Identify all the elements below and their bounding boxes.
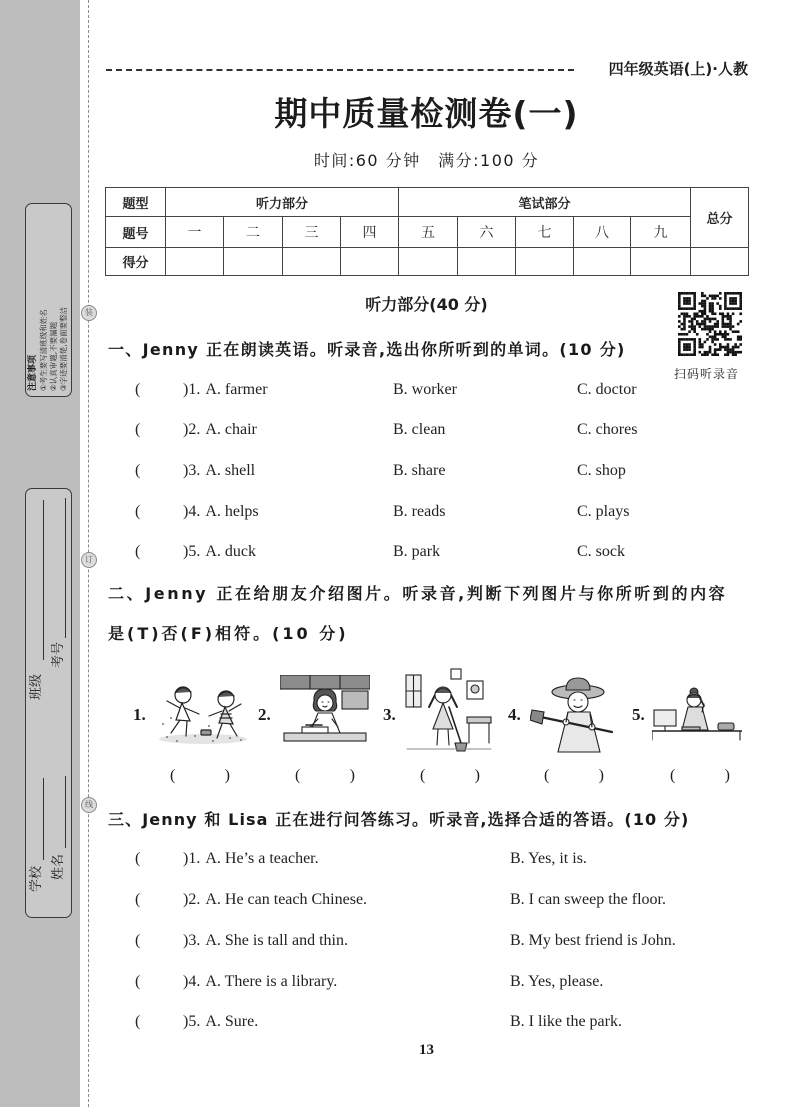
part3-q5-option-a <box>183 1012 258 1032</box>
score-cell <box>224 248 283 276</box>
notes-item-1: ①考生要写清班级和姓名 <box>39 309 48 391</box>
part1-q2-option-c: C. chores <box>577 421 638 438</box>
picture-5-woman-at-desk-phone <box>652 686 742 742</box>
exam-no-line <box>65 498 66 638</box>
picture-2-kitchen-cooking <box>280 675 370 747</box>
answer-bracket: ( <box>135 421 141 438</box>
option-a: A. There is a library. <box>205 973 338 990</box>
part3-instruction: 三、Jenny 和 Lisa 正在进行问答练习。听录音,选择合适的答语。(10 分) <box>108 810 690 829</box>
question-number: )2. <box>183 891 201 908</box>
picture-number-3: 3. <box>383 705 396 724</box>
part1-q5-option-a <box>183 542 256 562</box>
answer-bracket: ( <box>135 1013 141 1030</box>
picture-number-2: 2. <box>258 705 271 724</box>
part1-q3-option-c: C. shop <box>577 462 626 479</box>
part1-q4-option-b: B. reads <box>393 503 446 520</box>
score-cell <box>166 248 224 276</box>
picture-3-girl-sweeping <box>405 667 492 753</box>
picture-answer-blank-3: ( ) <box>420 767 480 784</box>
answer-bracket: ( <box>135 503 141 520</box>
picture-1-kids-playing <box>155 678 250 748</box>
part3-q4-option-b: B. Yes, please. <box>510 973 604 990</box>
question-number: )4. <box>183 503 201 520</box>
answer-bracket: ( <box>135 381 141 398</box>
exam-no-label: 考号 <box>51 641 66 668</box>
section-number: 五 <box>399 217 458 248</box>
picture-answer-blank-5: ( ) <box>670 767 730 784</box>
row-label-type: 题型 <box>106 188 166 217</box>
qr-caption: 扫码听录音 <box>674 367 740 381</box>
part3-q2-option-a <box>183 890 367 910</box>
picture-answer-blank-2: ( ) <box>295 767 355 784</box>
part3-q5-option-b: B. I like the park. <box>510 1013 622 1030</box>
picture-number-1: 1. <box>133 705 146 724</box>
section-number: 三 <box>283 217 341 248</box>
part3-q3-option-a <box>183 931 348 951</box>
page-number: 13 <box>419 1042 434 1058</box>
section-number: 四 <box>341 217 399 248</box>
part1-q4-option-a <box>183 502 259 522</box>
picture-answer-blank-4: ( ) <box>544 767 604 784</box>
option-a: A. She is tall and thin. <box>205 932 348 949</box>
answer-bracket: ( <box>135 850 141 867</box>
listening-heading: 听力部分(40 分) <box>365 295 488 314</box>
part2-instruction-line1: 二、Jenny 正在给朋友介绍图片。听录音,判断下列图片与你所听到的内容 <box>108 584 728 603</box>
part3-q2-option-b: B. I can sweep the floor. <box>510 891 666 908</box>
option-a: A. Sure. <box>205 1013 259 1030</box>
section-number: 七 <box>516 217 574 248</box>
exam-info: 时间:60 分钟 满分:100 分 <box>313 151 540 170</box>
page-title: 期中质量检测卷(一) <box>274 94 579 133</box>
option-a: A. helps <box>205 503 259 520</box>
part1-q1-option-c: C. doctor <box>577 381 637 398</box>
qr-code <box>678 292 742 356</box>
score-cell-total <box>691 248 749 276</box>
class-line <box>43 500 44 660</box>
score-cell <box>458 248 516 276</box>
row-label-number: 题号 <box>106 217 166 248</box>
part2-instruction-line2: 是(T)否(F)相符。(10 分) <box>108 624 349 643</box>
score-table <box>105 187 749 276</box>
school-label: 学校 <box>29 865 44 892</box>
picture-4-woman-with-shovel <box>530 676 618 754</box>
question-number: )5. <box>183 543 201 560</box>
option-a: A. duck <box>205 543 256 560</box>
part1-q5-option-b: B. park <box>393 543 441 560</box>
score-cell <box>516 248 574 276</box>
question-number: )2. <box>183 421 201 438</box>
group-listening: 听力部分 <box>166 188 399 217</box>
score-cell <box>574 248 631 276</box>
question-number: )3. <box>183 932 201 949</box>
part1-q1-option-a <box>183 380 268 400</box>
header-dashed-rule <box>106 69 574 71</box>
part1-q2-option-b: B. clean <box>393 421 446 438</box>
notes-title: 注意事项 <box>28 354 38 391</box>
binding-mark-2: 订 <box>81 552 97 568</box>
score-cell <box>283 248 341 276</box>
class-label: 班级 <box>29 673 44 700</box>
section-number: 八 <box>574 217 631 248</box>
part1-q3-option-a <box>183 461 255 481</box>
score-cell <box>399 248 458 276</box>
header-series: 四年级英语(上)·人教 <box>608 60 748 78</box>
question-number: )3. <box>183 462 201 479</box>
part3-q1-option-b: B. Yes, it is. <box>510 850 587 867</box>
option-a: A. shell <box>205 462 256 479</box>
question-number: )1. <box>183 850 201 867</box>
part1-q2-option-a <box>183 420 257 440</box>
part1-instruction: 一、Jenny 正在朗读英语。听录音,选出你所听到的单词。(10 分) <box>108 340 626 359</box>
total-label: 总分 <box>691 188 749 248</box>
answer-bracket: ( <box>135 543 141 560</box>
option-a: A. farmer <box>205 381 268 398</box>
answer-bracket: ( <box>135 932 141 949</box>
score-cell <box>341 248 399 276</box>
school-line <box>43 778 44 860</box>
part3-q4-option-a <box>183 972 337 992</box>
part1-q1-option-b: B. worker <box>393 381 457 398</box>
notes-item-3: ③字迹要清楚,卷面要整洁 <box>59 306 68 391</box>
picture-number-5: 5. <box>632 705 645 724</box>
question-number: )4. <box>183 973 201 990</box>
binding-mark-3: 线 <box>81 797 97 813</box>
name-label: 姓名 <box>51 853 66 880</box>
option-a: A. chair <box>205 421 257 438</box>
part3-q1-option-a <box>183 849 319 869</box>
picture-number-4: 4. <box>508 705 521 724</box>
section-number: 一 <box>166 217 224 248</box>
row-label-score: 得分 <box>106 248 166 276</box>
student-info-content <box>26 488 71 916</box>
section-number: 六 <box>458 217 516 248</box>
binding-mark-1: 装 <box>81 305 97 321</box>
score-cell <box>631 248 691 276</box>
section-number: 二 <box>224 217 283 248</box>
question-number: )5. <box>183 1013 201 1030</box>
answer-bracket: ( <box>135 891 141 908</box>
part1-q3-option-b: B. share <box>393 462 446 479</box>
part1-q5-option-c: C. sock <box>577 543 625 560</box>
section-number: 九 <box>631 217 691 248</box>
part1-q4-option-c: C. plays <box>577 503 630 520</box>
question-number: )1. <box>183 381 201 398</box>
name-line <box>65 776 66 848</box>
notes-content <box>26 204 71 396</box>
picture-answer-blank-1: ( ) <box>170 767 230 784</box>
answer-bracket: ( <box>135 462 141 479</box>
option-a: A. He can teach Chinese. <box>205 891 368 908</box>
part3-q3-option-b: B. My best friend is John. <box>510 932 676 949</box>
group-written: 笔试部分 <box>399 188 691 217</box>
answer-bracket: ( <box>135 973 141 990</box>
option-a: A. He’s a teacher. <box>205 850 319 867</box>
notes-item-2: ②认真审题,不要漏题 <box>49 321 58 391</box>
